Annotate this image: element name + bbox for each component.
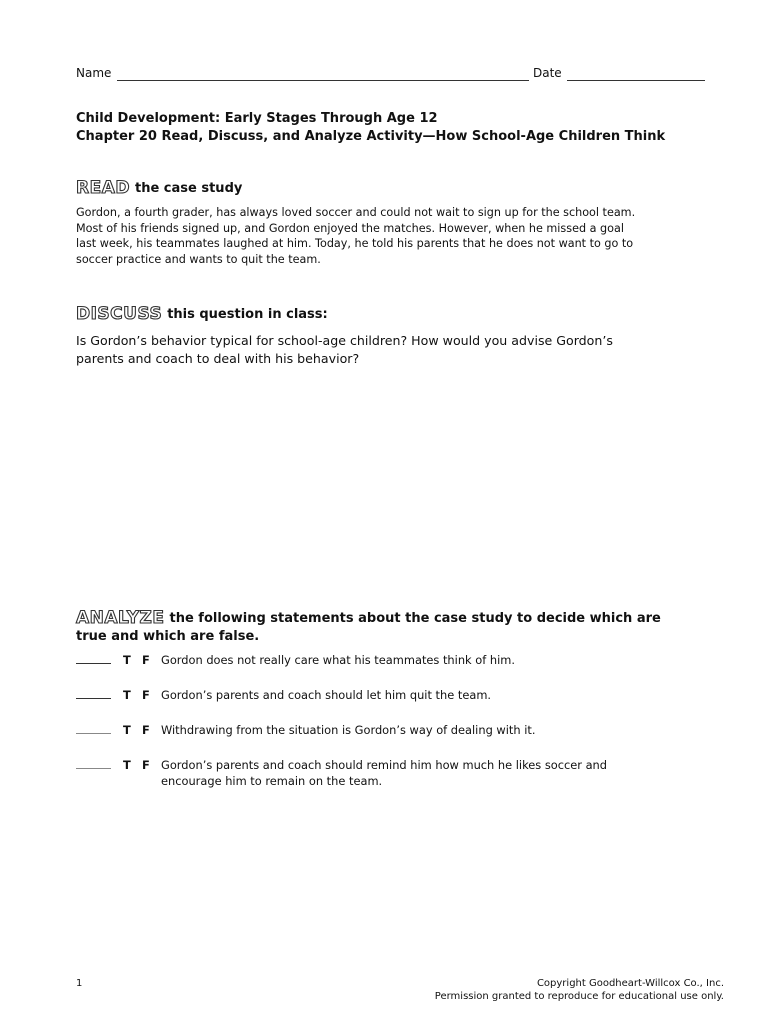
copyright-notice xyxy=(435,977,724,1003)
question-line: parents and coach to deal with his behavior? xyxy=(76,351,360,366)
statement-line: Withdrawing from the situation is Gordon’s way of dealing with it. xyxy=(161,723,536,737)
answer-blank[interactable] xyxy=(76,663,111,664)
permission-line: Permission granted to reproduce for educational use only. xyxy=(434,991,724,1002)
analyze-heading-text-1: the following statements about the case study to decide which are xyxy=(169,611,661,626)
statement-text xyxy=(161,757,721,789)
title-line-2: Chapter 20 Read, Discuss, and Analyze Activity—How School-Age Children Think xyxy=(76,129,666,144)
question-line: Is Gordon’s behavior typical for school-age children? How would you advise Gordon’s xyxy=(76,333,613,348)
title-line-1: Child Development: Early Stages Through Age 12 xyxy=(76,111,438,126)
page-number: 1 xyxy=(76,978,83,989)
statement-line: Gordon’s parents and coach should remind him how much he likes soccer and xyxy=(161,758,608,772)
date-label: Date xyxy=(533,66,562,80)
case-study-line: last week, his teammates laughed at him. Today, he told his parents that he does not want to go to xyxy=(76,237,634,251)
false-option[interactable]: F xyxy=(142,758,150,772)
worksheet-title xyxy=(76,110,665,146)
name-label: Name xyxy=(76,66,112,80)
statement-text xyxy=(161,722,721,738)
statement-text xyxy=(161,687,721,703)
name-blank[interactable] xyxy=(117,80,529,81)
analyze-badge: ANALYZE xyxy=(76,608,165,628)
statement-line: Gordon’s parents and coach should let him quit the team. xyxy=(161,688,492,702)
date-blank[interactable] xyxy=(567,80,705,81)
discuss-heading xyxy=(76,305,328,324)
read-heading xyxy=(76,179,242,198)
false-option[interactable]: F xyxy=(142,723,150,737)
true-option[interactable]: T xyxy=(123,723,131,737)
case-study-line: soccer practice and wants to quit the team. xyxy=(76,252,321,266)
true-option[interactable]: T xyxy=(123,688,131,702)
true-option[interactable]: T xyxy=(123,758,131,772)
analyze-heading-text-2: true and which are false. xyxy=(76,629,260,644)
copyright-line: Copyright Goodheart-Willcox Co., Inc. xyxy=(536,978,724,989)
case-study-text xyxy=(76,205,716,267)
false-option[interactable]: F xyxy=(142,653,150,667)
discuss-badge: DISCUSS xyxy=(76,304,163,324)
true-option[interactable]: T xyxy=(123,653,131,667)
answer-blank[interactable] xyxy=(76,768,111,769)
read-badge: READ xyxy=(76,178,130,198)
discussion-question xyxy=(76,332,716,368)
statement-line: encourage him to remain on the team. xyxy=(161,774,383,788)
analyze-heading xyxy=(76,609,716,646)
case-study-line: Gordon, a fourth grader, has always loved soccer and could not wait to sign up for the school team. xyxy=(76,206,636,219)
statement-line: Gordon does not really care what his teammates think of him. xyxy=(161,653,515,667)
case-study-line: Most of his friends signed up, and Gordon enjoyed the matches. However, when he missed a goal xyxy=(76,221,624,235)
answer-blank[interactable] xyxy=(76,698,111,699)
name-date-row xyxy=(76,66,706,84)
discuss-heading-text: this question in class: xyxy=(167,307,328,322)
read-heading-text: the case study xyxy=(134,181,243,196)
answer-blank[interactable] xyxy=(76,733,111,734)
statement-text xyxy=(161,652,721,668)
false-option[interactable]: F xyxy=(142,688,150,702)
